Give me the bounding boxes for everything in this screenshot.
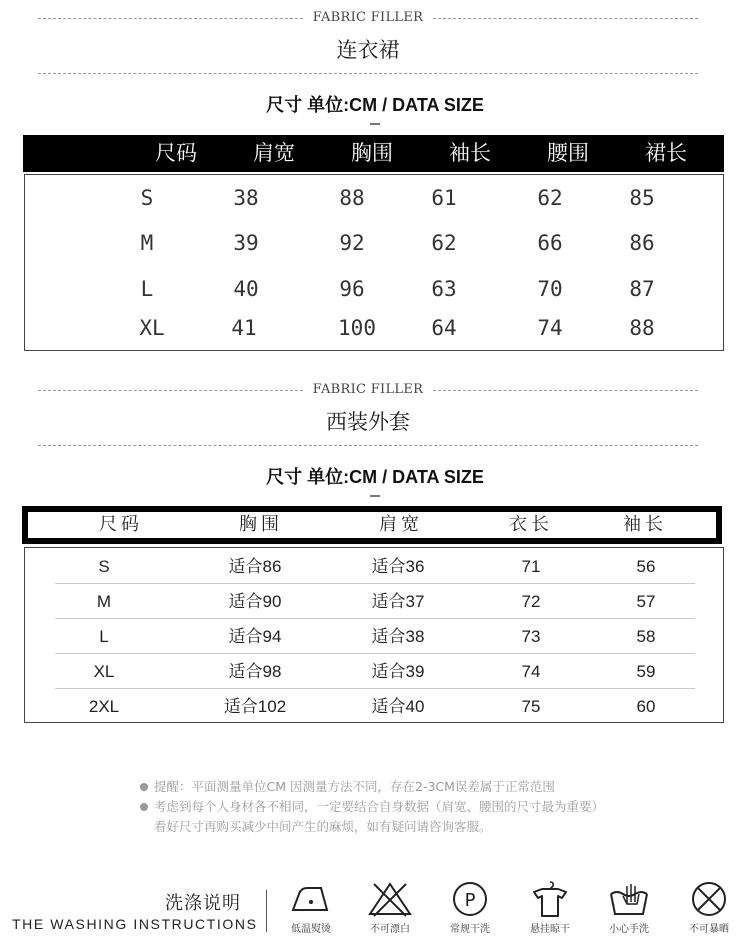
note-text: 考虑到每个人身材各不相同，一定要结合自身数据（肩宽、腰围的尺寸最为重要）看好尺寸再购买减少中间产生的麻烦，如有疑问请咨询客服。 (154, 799, 605, 834)
table-cell: 适合36 (371, 557, 425, 576)
table-cell: 66 (537, 231, 563, 255)
washing-title-cn: 洗涤说明 (165, 893, 241, 914)
wash-item-hang-dry (517, 880, 583, 935)
svg-text:P: P (464, 890, 476, 911)
table-cell: 70 (537, 277, 563, 301)
header-cell: 胸围 (351, 141, 393, 165)
header-cell: 尺码 (99, 514, 143, 535)
section2-label-en: FABRIC FILLER (312, 382, 424, 397)
table-cell: S (140, 186, 154, 210)
table-cell: 57 (636, 592, 656, 611)
iron-icon (287, 880, 335, 918)
wash-item-hand-wash (596, 880, 662, 935)
table-cell: 88 (339, 186, 365, 210)
table-cell: M (140, 231, 154, 255)
header-cell: 袖长 (449, 141, 491, 165)
bullet-icon (140, 783, 148, 791)
section1-label-en: FABRIC FILLER (312, 10, 424, 25)
table-cell: 38 (233, 186, 259, 210)
table-cell: L (140, 277, 154, 301)
table-cell: 72 (521, 592, 541, 611)
table-cell: 适合38 (371, 627, 425, 646)
table-cell: 64 (431, 316, 457, 340)
dry-clean-p-icon (446, 880, 494, 918)
table-cell: 74 (521, 662, 541, 681)
note-item (138, 777, 618, 797)
table-cell: 56 (636, 557, 656, 576)
note-item (138, 797, 608, 837)
table-cell: M (96, 592, 112, 611)
header-cell: 袖长 (623, 514, 667, 535)
wash-label: 低温熨烫 (291, 924, 331, 935)
dress-size-table-body (24, 174, 724, 351)
header-cell: 腰围 (547, 141, 589, 165)
dress-size-table-header (23, 135, 724, 172)
blazer-size-table-body (24, 547, 724, 723)
table-cell: 适合37 (371, 592, 425, 611)
table-cell: 85 (629, 186, 655, 210)
table-cell: 58 (636, 627, 656, 646)
washing-title-en: THE WASHING INSTRUCTIONS (12, 916, 258, 932)
table-cell: 61 (431, 186, 457, 210)
header-cell: 胸围 (239, 514, 283, 535)
table-row (55, 690, 695, 724)
table-cell: S (98, 557, 110, 576)
table-cell: L (99, 627, 109, 646)
table-cell: 60 (636, 697, 656, 716)
wash-item-iron (278, 880, 344, 935)
table-cell: 适合39 (371, 662, 425, 681)
bullet-icon (140, 803, 148, 811)
wash-item-no-bleach (357, 880, 423, 935)
size-title-text: 尺寸 单位:CM / DATA SIZE (266, 95, 484, 115)
wash-label: 小心手洗 (609, 924, 649, 935)
table-cell: 96 (339, 277, 365, 301)
section1-size-title (0, 91, 750, 125)
header-cell: 裙长 (645, 141, 687, 165)
section2-size-title (0, 463, 750, 497)
no-bleach-icon (366, 880, 414, 918)
table-row (55, 655, 695, 689)
wash-label: 不可暴晒 (689, 924, 729, 935)
table-cell: XL (93, 662, 115, 681)
section1-title: 连衣裙 (336, 38, 400, 62)
wash-label: 不可漂白 (370, 924, 410, 935)
wash-item-no-sun (676, 880, 742, 935)
blazer-size-table-header (22, 506, 722, 544)
section1-header (38, 11, 698, 74)
table-cell: 75 (521, 697, 541, 716)
no-sun-icon (685, 880, 733, 918)
size-notes (138, 777, 618, 837)
table-cell: 39 (233, 231, 259, 255)
table-cell: 适合102 (223, 697, 287, 716)
table-cell: 适合86 (228, 557, 282, 576)
header-cell: 衣长 (509, 514, 553, 535)
header-cell: 肩宽 (379, 514, 423, 535)
wash-item-dry-clean (437, 880, 503, 935)
table-cell: 适合40 (371, 697, 425, 716)
table-row (55, 585, 695, 619)
table-row (55, 620, 695, 654)
table-cell: 59 (636, 662, 656, 681)
table-cell: 适合90 (228, 592, 282, 611)
wash-label: 悬挂晾干 (530, 924, 570, 935)
table-cell: 86 (629, 231, 655, 255)
table-cell: 41 (231, 316, 257, 340)
size-title-text: 尺寸 单位:CM / DATA SIZE (266, 467, 484, 487)
table-cell: 62 (537, 186, 563, 210)
section2-header (38, 383, 698, 446)
table-cell: XL (139, 316, 165, 340)
table-cell: 适合94 (228, 627, 282, 646)
header-cell: 尺码 (155, 141, 197, 165)
table-cell: 74 (537, 316, 563, 340)
table-row (55, 550, 695, 584)
table-cell: 73 (521, 627, 541, 646)
divider (266, 890, 267, 932)
table-cell: 63 (431, 277, 457, 301)
table-cell: 100 (338, 316, 376, 340)
hang-dry-icon (526, 880, 574, 918)
table-cell: 87 (629, 277, 655, 301)
table-cell: 92 (339, 231, 365, 255)
note-text: 提醒：平面测量单位CM 因测量方法不同，存在2-3CM误差属于正常范围 (154, 779, 555, 794)
table-cell: 2XL (88, 697, 120, 716)
table-cell: 71 (521, 557, 541, 576)
section2-title: 西装外套 (326, 410, 410, 434)
table-cell: 88 (629, 316, 655, 340)
hand-wash-icon (605, 880, 653, 918)
wash-label: 常规干洗 (450, 924, 490, 935)
header-cell: 肩宽 (253, 141, 295, 165)
table-cell: 适合98 (228, 662, 282, 681)
table-cell: 40 (233, 277, 259, 301)
table-cell: 62 (431, 231, 457, 255)
